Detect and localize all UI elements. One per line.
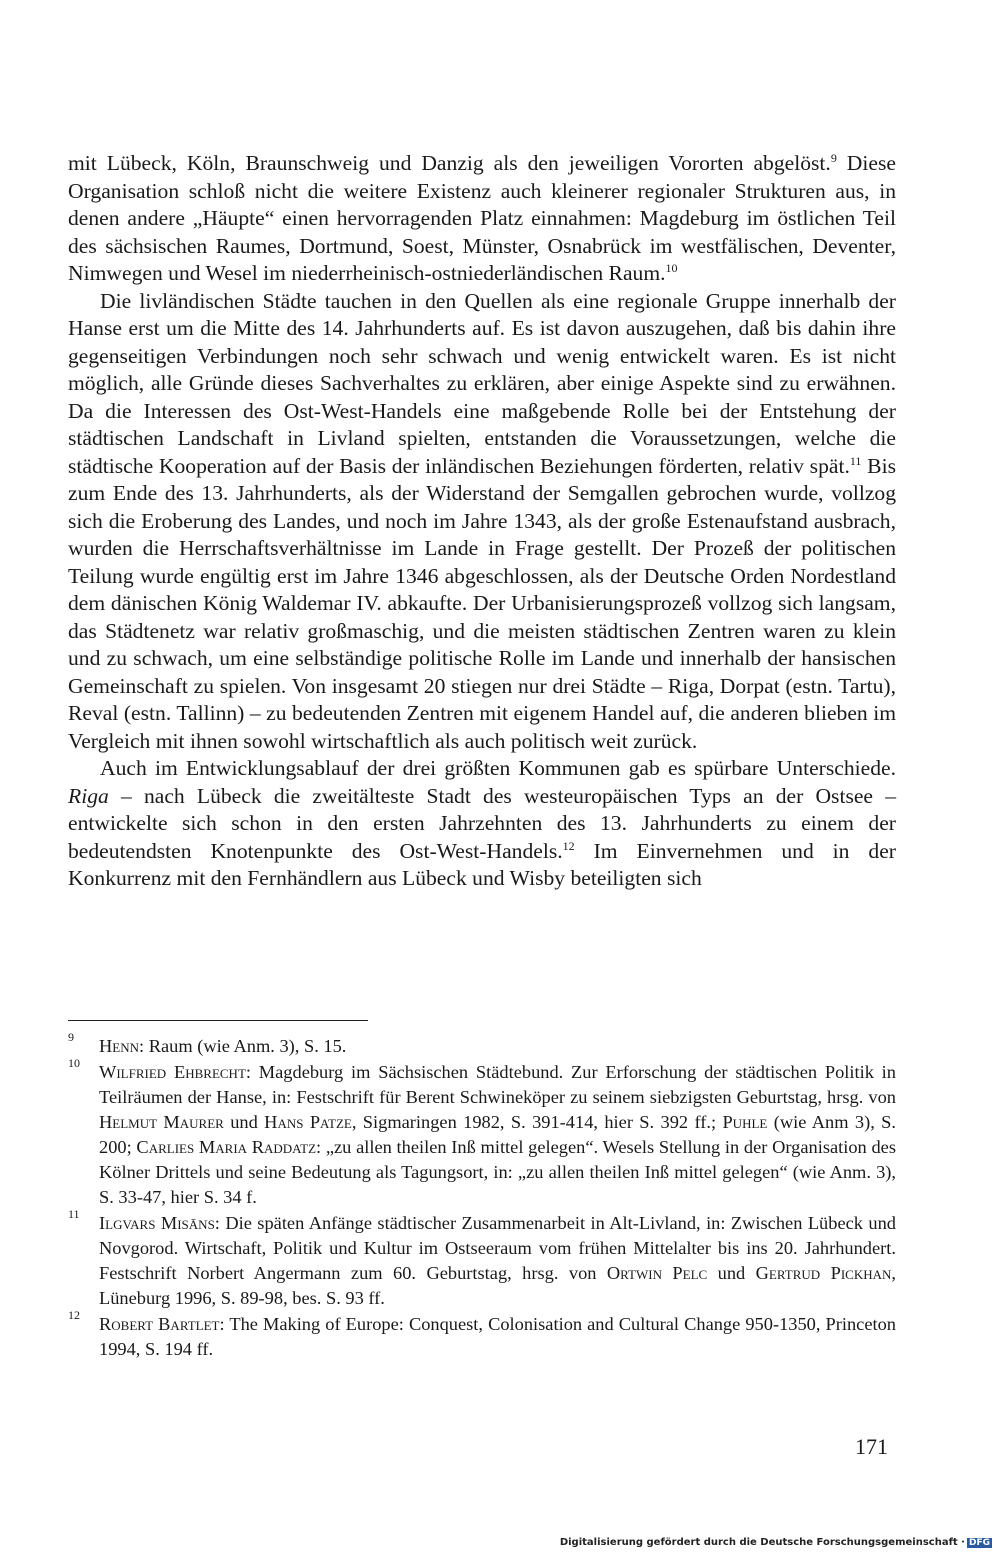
footnote-9: 9 Henn: Raum (wie Anm. 3), S. 15. [68, 1034, 896, 1059]
footnotes [68, 1030, 897, 1363]
footnote-ref-9[interactable]: 9 [830, 150, 837, 165]
paragraph-3: Auch im Entwicklungsablauf der drei größten Kommunen gab es spürbare Unterschiede. Riga – nach Lübeck die zweitälteste Stadt des westeuropäischen Typs an der Ostsee – entwickelte sich schon in den ersten Jahrzehnten des 13. Jahrhunderts zu einem der bedeutendsten Knotenpunkte des Ost-West-Handels.$^{12}$ Im Einvernehmen und in der Konkurrenz mit den Fernhändlern aus Lübeck und Wisby beteiligten sich [68, 756, 896, 890]
footnote-ref-12[interactable]: 12 [562, 838, 575, 853]
paragraph-1: mit Lübeck, Köln, Braunschweig und Danzig als den jeweiligen Vororten abgelöst.$^9$ Diese Organisation schloß nicht die weitere Existenz auch kleinerer regionaler Strukturen aus, in denen andere „Häupte“ einen hervorragenden Platz einnahmen: Magdeburg im östlichen Teil des sächsischen Raumes, Dortmund, Soest, Münster, Osnabrück im westfälischen, Deventer, Nimwegen und Wesel im niederrheinisch-ostniederländischen Raum.$^{10}$ [68, 150, 896, 285]
footnote-ref-11[interactable]: 11 [849, 453, 862, 468]
paragraph-2: Die livländischen Städte tauchen in den Quellen als eine regionale Gruppe innerhalb der Hanse erst um die Mitte des 14. Jahrhunderts auf. Es ist davon auszugehen, daß bis dahin ihre gegenseitigen Verbindungen noch sehr schwach und wenig entwickelt waren. Es ist nicht möglich, alle Gründe dieses Sachverhaltes zu erklären, aber einige Aspekte sind zu erwähnen. Da die Interessen des Ost-West-Handels eine maßgebende Rolle bei der Entstehung der städtischen Landschaft in Livland spielten, entstanden die Voraussetzungen, welche die städtische Kooperation auf der Basis der inländischen Beziehungen förderten, relativ spät.$^{11}$ Bis zum Ende des 13. Jahrhunderts, als der Widerstand der Semgallen gebrochen wurde, vollzog sich die Eroberung des Landes, und noch im Jahre 1343, als der große Estenaufstand ausbrach, wurden die Herrschaftsverhältnisse im Lande in Frage gestellt. Der Prozeß der politischen Teilung wurde engültig erst im Jahre 1346 abgeschlossen, als der Deutsche Orden Nordestland dem dänischen König Waldemar IV. abkaufte. Der Urbanisierungsprozeß vollzog sich langsam, das Städtenetz war relativ großmaschig, und die meisten städtischen Zentren waren zu klein und zu schwach, um eine selbständige politische Rolle im Lande und innerhalb der hansischen Gemeinschaft zu spielen. Von insgesamt 20 stiegen nur drei Städte – Riga, Dorpat (estn. Tartu), Reval (estn. Tallinn) – zu bedeutenden Zentren mit eigenem Handel auf, die anderen blieben im Vergleich mit ihnen sowohl wirtschaftlich als auch politisch weit zurück. [68, 288, 896, 753]
page-number: 171 [855, 1434, 888, 1459]
dfg-logo-icon: DFG [968, 1538, 990, 1548]
funding-stamp: Digitalisierung gefördert durch die Deutsche Forschungsgemeinschaft · DFG [559, 1537, 990, 1548]
footnote-ref-10[interactable]: 10 [665, 260, 678, 275]
footnote-number: 10 [68, 1056, 80, 1070]
italic-term: Riga [68, 783, 109, 808]
footnote-divider [68, 1020, 368, 1021]
footnote-11: 11 Ilgvars Misāns: Die späten Anfänge städtischer Zusammenarbeit in Alt-Livland, in: Zwischen Lübeck und Novgorod. Wirtschaft, Politik und Kultur im Ostseeraum vom frühen Mittelalter bis ins 20. Jahrhundert. Festschrift Norbert Angermann zum 60. Geburtstag, hrsg. von Ortwin Pelc und Gertrud Pickhan, Lüneburg 1996, S. 89-98, bes. S. 93 ff. [68, 1211, 896, 1311]
footnote-number: 11 [68, 1207, 80, 1221]
footnote-12: 12 Robert Bartlet: The Making of Europe: Conquest, Colonisation and Cultural Change 950-1350, Princeton 1994, S. 194 ff. [68, 1312, 896, 1362]
footnote-number: 12 [68, 1308, 80, 1322]
footnote-10: 10 Wilfried Ehbrecht: Magdeburg im Sächsischen Städtebund. Zur Erforschung der städtischen Politik in Teilräumen der Hanse, in: Festschrift für Berent Schwineköper zu seinem siebzigsten Geburtstag, hrsg. von Helmut Maurer und Hans Patze, Sigmaringen 1982, S. 391-414, hier S. 392 ff.; Puhle (wie Anm 3), S. 200; Carlies Maria Raddatz: „zu allen theilen Inß mittel gelegen“. Wesels Stellung in der Organisation des Kölner Drittels und seine Bedeutung als Tagungsort, in: „zu allen theilen Inß mittel gelegen“ (wie Anm. 3), S. 33-47, hier S. 34 f. [68, 1060, 896, 1210]
footnote-number: 9 [68, 1030, 74, 1044]
main-text [68, 150, 896, 893]
